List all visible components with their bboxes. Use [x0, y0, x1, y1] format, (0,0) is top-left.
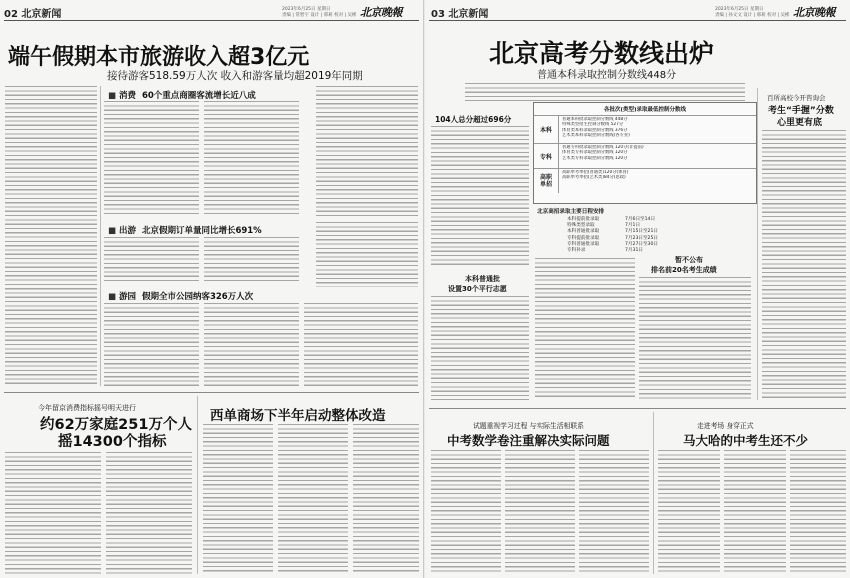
no-ranking-heading-1: 暂不公布 [675, 256, 703, 264]
lottery-headline-1: 约62万家庭251万个人 [40, 417, 192, 433]
schedule-row: 本科普通批录取 7月15日至21日 [567, 229, 658, 235]
schedule-row: 专科提前批录取 7月23日至25日 [567, 235, 658, 241]
math-exam-kicker: 试题重视学习过程 与实际生活相联系 [473, 422, 584, 430]
right-date-line: 2023年6月25日 星期日 [715, 7, 764, 12]
right-masthead-logo: 北京晚報 [793, 6, 835, 19]
lottery-kicker: 今年留京消费指标摇号明天进行 [38, 404, 136, 412]
table-title: 各批次(类型)录取最低控制分数线 [603, 107, 687, 113]
left-editor-line: 责编 | 常智宇 设计 | 邢莉 校对 | 吴彬 [282, 13, 357, 18]
left-headline: 端午假期本市旅游收入超3亿元 [8, 45, 310, 70]
right-headline: 北京高考分数线出炉 [489, 39, 715, 68]
xidan-headline: 西单商场下半年启动整体改造 [210, 408, 386, 424]
schedule-title: 北京高招录取主要日程安排 [537, 209, 605, 215]
side-headline-2: 心里更有底 [777, 118, 823, 128]
parallel-choice-heading-2: 设置30个平行志愿 [448, 285, 507, 293]
side-headline-1: 考生“手握”分数 [768, 106, 834, 116]
right-page-number: 03 北京新闻 [431, 9, 489, 20]
schedule-row: 专科补录 7月31日 [567, 248, 643, 254]
left-masthead-logo: 北京晚報 [360, 6, 402, 19]
right-newspaper-page [425, 0, 850, 578]
table-row: 专科 普通专科批录取控制分数线 120分(非提前) 体育类专科录取控制分数线 120分 艺术类专科录取控制分数线 120分 [534, 143, 756, 168]
parallel-choice-heading-1: 本科普通批 [465, 275, 500, 283]
no-ranking-heading-2: 排名前20名考生成绩 [651, 266, 717, 274]
left-newspaper-page [0, 0, 424, 578]
right-editor-line: 责编 | 孙文文 设计 | 邢莉 校对 | 吴彬 [715, 13, 790, 18]
section-heading-parks: ■ 游园 假期全市公园纳客326万人次 [108, 292, 254, 302]
right-subhead: 普通本科录取控制分数线448分 [537, 70, 677, 81]
schedule-row: 特殊类型录取 7月1日 [567, 223, 641, 229]
schedule-row: 本科提前批录取 7月6日至14日 [567, 217, 656, 222]
left-subhead: 接待游客518.59万人次 收入和游客量均超2019年同期 [107, 70, 363, 82]
exam-hall-headline: 马大哈的中考生还不少 [683, 433, 809, 448]
section-heading-consumption: ■ 消费 60个重点商圈客流增长近八成 [108, 91, 256, 101]
section-heading-travel: ■ 出游 北京假期订单量同比增长691% [108, 226, 262, 236]
schedule-row: 专科普通批录取 7月27日至30日 [567, 241, 658, 247]
left-page-number: 02 北京新闻 [4, 9, 62, 20]
math-exam-headline: 中考数学卷注重解决实际问题 [447, 433, 610, 448]
table-row: 高职 单招 高职单考单招(普通类)120分(体育) 高职单考单招(艺术类)84分(思政) [534, 168, 756, 193]
lottery-headline-2: 摇14300个指标 [58, 434, 167, 450]
score-line-table [533, 102, 757, 204]
header-divider [4, 20, 419, 21]
side-kicker: 百所高校今开咨询会 [767, 94, 826, 102]
exam-hall-kicker: 走进考场 身穿正式 [697, 422, 754, 430]
admission-schedule [537, 207, 751, 254]
table-row: 本科 普通本科批录取控制分数线 448分 特殊类型招生控制分数线 527分 体育类本科录取控制分数线 376分 艺术类本科录取控制分数线(各专业) [534, 115, 756, 143]
top-scorers-heading: 104人总分超过696分 [435, 115, 512, 124]
left-date-line: 2023年6月25日 星期日 [282, 7, 331, 12]
article-body-column [5, 86, 97, 386]
